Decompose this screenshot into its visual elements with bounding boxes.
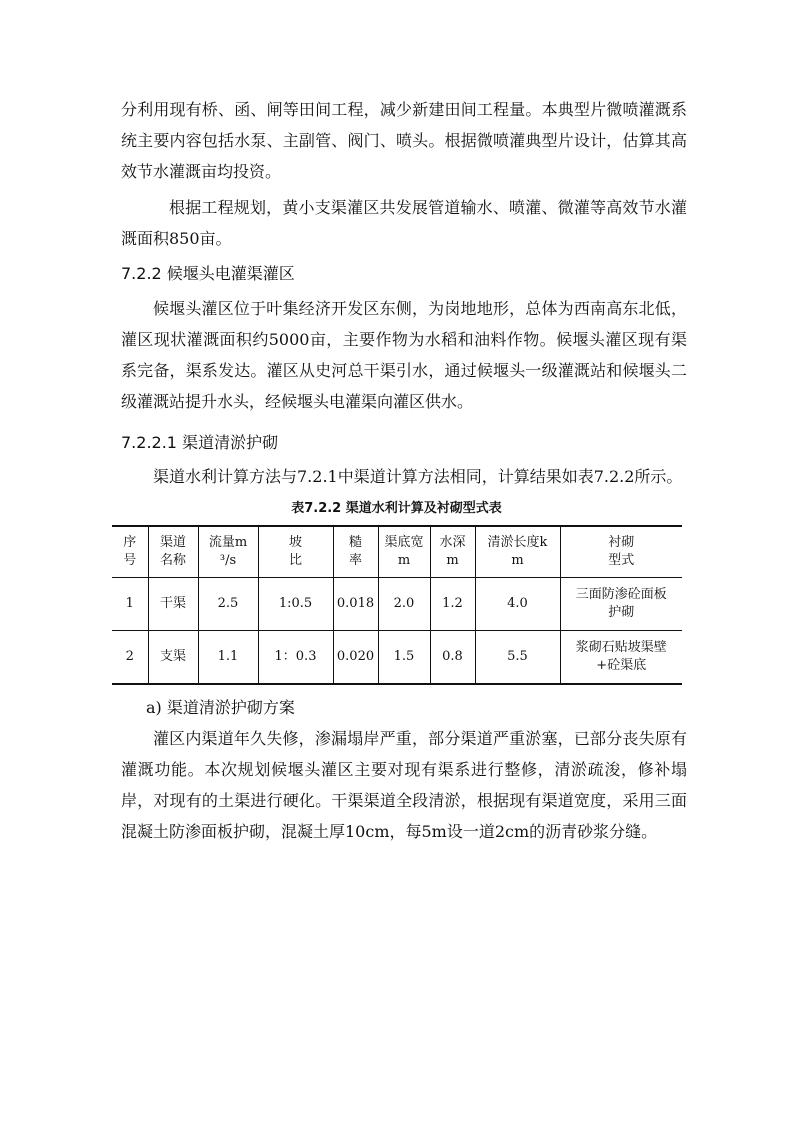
- cell-name: 干渠: [148, 578, 198, 631]
- paragraph-plan-label: a) 渠道清淤护砌方案: [146, 698, 295, 717]
- header-name: 渠道 名称: [148, 526, 198, 578]
- cell-bottom-width: 1.5: [378, 631, 430, 685]
- table-row: [112, 631, 682, 685]
- cell-lining-type: 浆砌石贴坡渠壁 +砼渠底: [560, 631, 682, 685]
- cell-water-depth: 1.2: [430, 578, 475, 631]
- cell-roughness: 0.018: [333, 578, 378, 631]
- channel-calculation-table: [112, 525, 682, 685]
- cell-slope: 1:0.5: [258, 578, 333, 631]
- header-flow: 流量m ³/s: [198, 526, 258, 578]
- header-roughness: 糙 率: [333, 526, 378, 578]
- header-lining-type: 衬砌 型式: [560, 526, 682, 578]
- paragraph-calculation-method: 渠道水利计算方法与7.2.1中渠道计算方法相同，计算结果如表7.2.2所示。: [153, 467, 683, 486]
- header-dredge-length: 清淤长度k m: [475, 526, 560, 578]
- cell-dredge-length: 5.5: [475, 631, 560, 685]
- cell-bottom-width: 2.0: [378, 578, 430, 631]
- section-heading-7-2-2-1: 7.2.2.1 渠道清淤护砌: [121, 433, 279, 452]
- table-header-row: [112, 526, 682, 578]
- cell-roughness: 0.020: [333, 631, 378, 685]
- cell-seq: 2: [112, 631, 148, 685]
- cell-flow: 1.1: [198, 631, 258, 685]
- paragraph-dredging-plan: 灌区内渠道年久失修，渗漏塌岸严重，部分渠道严重淤塞，已部分丧失原有灌溉功能。本次规划候堰头灌区主要对现有渠系进行整修，清淤疏浚，修补塌岸，对现有的土渠进行硬化。干渠渠道全段清淤，根据现有渠道宽度，采用三面混凝土防渗面板护砌，混凝土厚10cm，每5m设一道2cm的沥青砂浆分缝。: [121, 729, 687, 841]
- cell-dredge-length: 4.0: [475, 578, 560, 631]
- section-heading-7-2-2: 7.2.2 候堰头电灌渠灌区: [121, 264, 295, 283]
- header-bottom-width: 渠底宽 m: [378, 526, 430, 578]
- cell-lining-type: 三面防渗砼面板 护砌: [560, 578, 682, 631]
- paragraph-district-description: 候堰头灌区位于叶集经济开发区东侧，为岗地地形，总体为西南高东北低，灌区现状灌溉面积约5000亩，主要作物为水稻和油料作物。候堰头灌区现有渠系完备，渠系发达。灌区从史河总干渠引水，通过候堰头一级灌溉站和候堰头二级灌溉站提升水头，经候堰头电灌渠向灌区供水。: [121, 299, 687, 411]
- cell-slope: 1：0.3: [258, 631, 333, 685]
- header-water-depth: 水深 m: [430, 526, 475, 578]
- paragraph-intro: 分利用现有桥、函、闸等田间工程，减少新建田间工程量。本典型片微喷灌溉系统主要内容包括水泵、主副管、阀门、喷头。根据微喷灌典型片设计，估算其高效节水灌溉亩均投资。: [121, 100, 687, 181]
- paragraph-irrigation-area: 根据工程规划，黄小支渠灌区共发展管道输水、喷灌、微灌等高效节水灌溉面积850亩。: [121, 198, 687, 248]
- cell-name: 支渠: [148, 631, 198, 685]
- cell-water-depth: 0.8: [430, 631, 475, 685]
- table-row: [112, 578, 682, 631]
- header-slope: 坡 比: [258, 526, 333, 578]
- cell-seq: 1: [112, 578, 148, 631]
- header-seq: 序 号: [112, 526, 148, 578]
- cell-flow: 2.5: [198, 578, 258, 631]
- table-caption: 表7.2.2 渠道水利计算及衬砌型式表: [291, 501, 502, 516]
